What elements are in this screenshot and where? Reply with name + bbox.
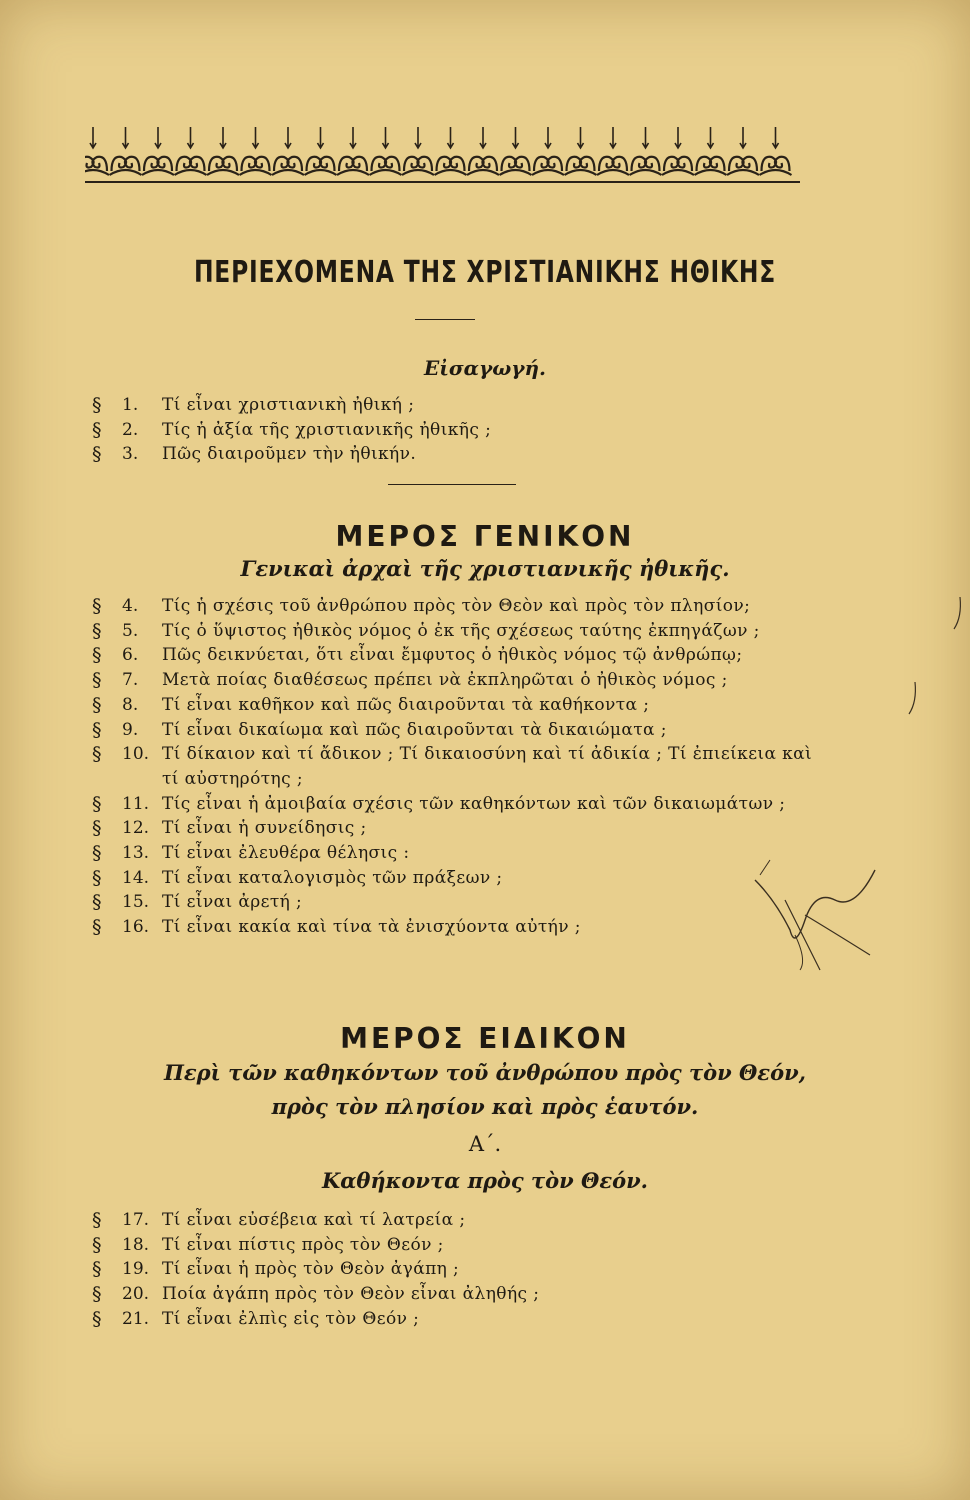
section-sign: §: [92, 394, 102, 416]
list-item: § 20. Ποία ἀγάπη πρὸς τὸν Θεὸν εἶναι ἀληθής ;: [92, 1283, 540, 1306]
ornament-unit: [337, 127, 369, 175]
ornament-unit: [565, 127, 597, 175]
list-item: § 6. Πῶς δεικνύεται, ὅτι εἶναι ἔμφυτος ὁ ἠθικὸς νόμος τῷ ἀνθρώπῳ;: [92, 644, 743, 667]
list-item: § 2. Τίς ἡ ἀξία τῆς χριστιανικῆς ἠθικῆς ;: [92, 418, 492, 441]
general-part-title: ΜΕΡΟΣ ΓΕΝΙΚΟΝ: [335, 520, 635, 553]
list-item: § 12. Τί εἶναι ἡ συνείδησις ;: [92, 817, 367, 840]
ornament-unit: [695, 127, 727, 175]
list-item: § 11. Τίς εἶναι ἡ ἀμοιβαία σχέσις τῶν καθηκόντων καὶ τῶν δικαιωμάτων ;: [92, 792, 786, 815]
ornament-unit: [435, 127, 467, 175]
section-letter: Α΄.: [468, 1132, 502, 1156]
ornament-unit: [467, 127, 499, 175]
list-item: § 21. Τί εἶναι ἐλπὶς εἰς τὸν Θεόν ;: [92, 1307, 420, 1330]
list-item: § 15. Τί εἶναι ἀρετή ;: [92, 891, 303, 914]
list-item: § 10. Τί δίκαιον καὶ τί ἄδικον ; Τί δικαιοσύνη καὶ τί ἀδικία ; Τί ἐπιείκεια καὶ τί αὐστηρότης ;: [92, 743, 813, 789]
section-sign: §: [92, 418, 102, 441]
ornament-unit: [630, 127, 662, 175]
ornament-unit: [142, 127, 174, 175]
intro-list: [92, 393, 832, 467]
list-item: § 3. Πῶς διαιροῦμεν τὴν ἠθικήν.: [92, 443, 417, 466]
special-subtitle-line1: Περὶ τῶν καθηκόντων τοῦ ἀνθρώπου πρὸς τὸν Θεόν,: [164, 1060, 806, 1085]
ornament-unit: [370, 127, 402, 175]
ornament-unit: [240, 127, 272, 175]
list-item: § 9. Τί εἶναι δικαίωμα καὶ πῶς διαιροῦνται τὰ δικαιώματα ;: [92, 718, 667, 741]
pencil-scribble-icon: [745, 840, 885, 980]
pencil-tick-icon: [905, 680, 921, 720]
list-item: § 16. Τί εἶναι κακία καὶ τίνα τὰ ἐνισχύοντα αὐτήν ;: [92, 916, 581, 939]
ornament-unit: [305, 127, 337, 175]
list-item: § 8. Τί εἶναι καθῆκον καὶ πῶς διαιροῦνται τὰ καθήκοντα ;: [92, 693, 650, 716]
ornament-unit: [500, 127, 532, 175]
section-sign: §: [92, 443, 102, 466]
list-item: § 19. Τί εἶναι ἡ πρὸς τὸν Θεὸν ἀγάπη ;: [92, 1258, 460, 1281]
section-heading: Καθήκοντα πρὸς τὸν Θεόν.: [321, 1168, 648, 1193]
ornament-unit: [85, 127, 109, 175]
page-title: ΠΕΡΙΕΧΟΜΕΝΑ ΤΗΣ ΧΡΙΣΤΙΑΝΙΚΗΣ ΗΘΙΚΗΣ: [193, 255, 777, 290]
section-divider: [388, 484, 516, 485]
list-item: § 13. Τί εἶναι ἐλευθέρα θέλησις :: [92, 842, 410, 865]
list-item: § 4. Τίς ἡ σχέσις τοῦ ἀνθρώπου πρὸς τὸν Θεὸν καὶ πρὸς τὸν πλησίον;: [92, 595, 751, 617]
general-list: [92, 594, 832, 940]
list-item: § 14. Τί εἶναι καταλογισμὸς τῶν πράξεων ;: [92, 866, 503, 889]
list-item: § 1. Τί εἶναι χριστιανικὴ ἠθική ;: [92, 394, 415, 416]
ornament-unit: [272, 127, 304, 175]
special-list: [92, 1208, 832, 1332]
ornament-unit: [597, 127, 629, 175]
pencil-tick-icon: [950, 595, 966, 635]
ornament-unit: [727, 127, 759, 175]
general-subtitle: Γενικαὶ ἀρχαὶ τῆς χριστιανικῆς ἠθικῆς.: [240, 556, 730, 581]
ornament-unit: [207, 127, 239, 175]
ornament-unit: [402, 127, 434, 175]
special-part-title: ΜΕΡΟΣ ΕΙΔΙΚΟΝ: [340, 1022, 630, 1055]
ornament-unit: [175, 127, 207, 175]
ornament-unit: [110, 127, 142, 175]
title-rule: [415, 319, 475, 320]
ornament-unit: [760, 127, 792, 175]
special-subtitle-line2: πρὸς τὸν πλησίον καὶ πρὸς ἑαυτόν.: [271, 1094, 699, 1119]
ornament-unit: [662, 127, 694, 175]
ornament-unit: [532, 127, 564, 175]
list-item: § 7. Μετὰ ποίας διαθέσεως πρέπει νὰ ἐκπληρῶται ὁ ἠθικὸς νόμος ;: [92, 669, 728, 692]
list-item: § 5. Τίς ὁ ὕψιστος ἠθικὸς νόμος ὁ ἐκ τῆς σχέσεως ταύτης ἐκπηγάζων ;: [92, 619, 760, 642]
list-item: § 17. Τί εἶναι εὐσέβεια καὶ τί λατρεία ;: [92, 1209, 466, 1231]
ornament-border: [85, 125, 815, 187]
list-item: § 18. Τί εἶναι πίστις πρὸς τὸν Θεόν ;: [92, 1233, 444, 1256]
intro-heading: Εἰσαγωγή.: [423, 356, 546, 380]
